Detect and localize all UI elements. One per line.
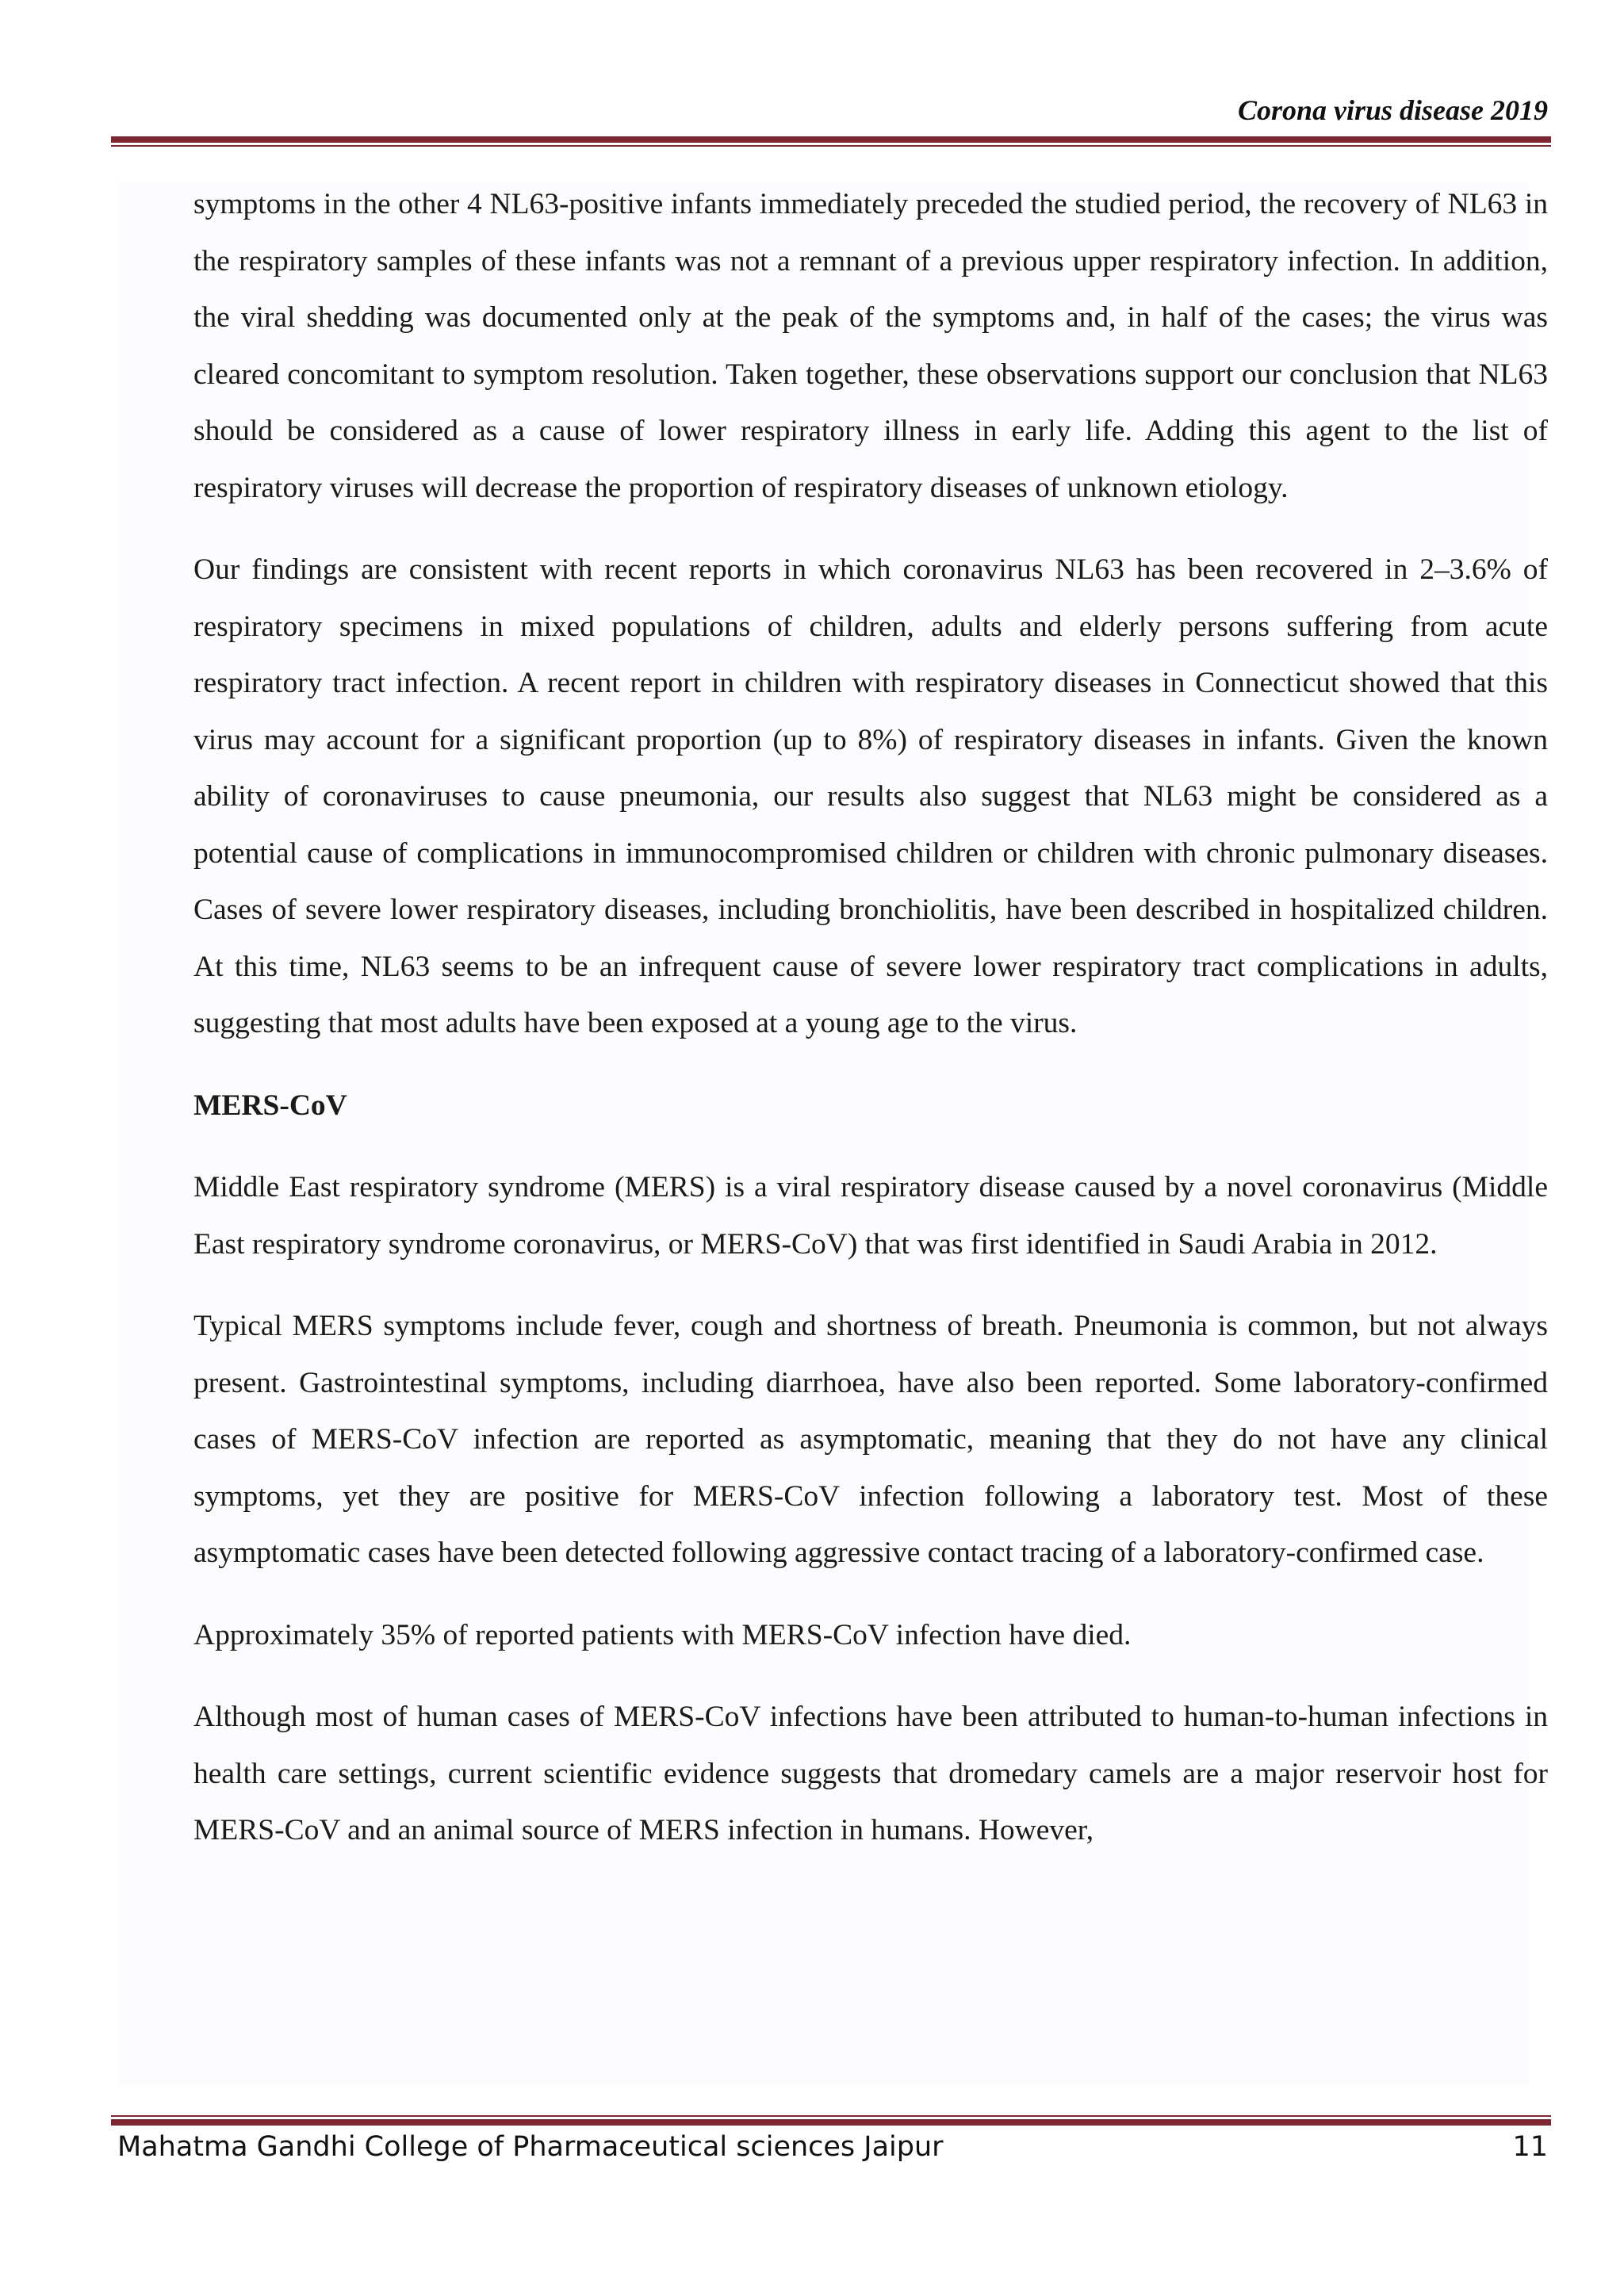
- running-header-title: Corona virus disease 2019: [1237, 94, 1548, 126]
- section-heading: MERS-CoV: [193, 1089, 347, 1122]
- paragraph: symptoms in the other 4 NL63-positive infants immediately preceded the studied period, the recovery of NL63 in the respiratory samples of these infants was not a remnant of a previous upper respiratory infection. In addition, the viral shedding was documented only at the peak of the symptoms and, in half of the cases; the virus was cleared concomitant to symptom resolution. Taken together, these observations support our conclusion that NL63 should be considered as a cause of lower respiratory illness in early life. Adding this agent to the list of respiratory viruses will decrease the proportion of respiratory diseases of unknown etiology.: [193, 188, 1548, 504]
- footer-institution: Mahatma Gandhi College of Pharmaceutical sciences Jaipur: [117, 2131, 944, 2163]
- document-body: [193, 176, 1548, 1885]
- paragraph: Our findings are consistent with recent reports in which coronavirus NL63 has been recovered in 2–3.6% of respiratory specimens in mixed populations of children, adults and elderly persons suffering from acute respiratory tract infection. A recent report in children with respiratory diseases in Connecticut showed that this virus may account for a significant proportion (up to 8%) of respiratory diseases in infants. Given the known ability of coronaviruses to cause pneumonia, our results also suggest that NL63 might be considered as a potential cause of complications in immunocompromised children or children with chronic pulmonary diseases. Cases of severe lower respiratory diseases, including bronchiolitis, have been described in hospitalized children. At this time, NL63 seems to be an infrequent cause of severe lower respiratory tract complications in adults, suggesting that most adults have been exposed at a young age to the virus.: [193, 553, 1548, 1039]
- footer-rule: [111, 2115, 1551, 2126]
- page-number: 11: [1512, 2131, 1548, 2163]
- paragraph: Approximately 35% of reported patients with MERS-CoV infection have died.: [193, 1618, 1132, 1651]
- header-rule: [111, 136, 1551, 147]
- paragraph: Typical MERS symptoms include fever, cough and shortness of breath. Pneumonia is common, but not always present. Gastrointestinal symptoms, including diarrhoea, have also been reported. Some laboratory-confirmed cases of MERS-CoV infection are reported as asymptomatic, meaning that they do not have any clinical symptoms, yet they are positive for MERS-CoV infection following a laboratory test. Most of these asymptomatic cases have been detected following aggressive contact tracing of a laboratory-confirmed case.: [193, 1310, 1548, 1569]
- paragraph: Middle East respiratory syndrome (MERS) is a viral respiratory disease caused by a novel coronavirus (Middle East respiratory syndrome coronavirus, or MERS-CoV) that was first identified in Saudi Arabia in 2012.: [193, 1171, 1548, 1261]
- paragraph: Although most of human cases of MERS-CoV infections have been attributed to human-to-human infections in health care settings, current scientific evidence suggests that dromedary camels are a major reservoir host for MERS-CoV and an animal source of MERS infection in humans. However,: [193, 1701, 1548, 1846]
